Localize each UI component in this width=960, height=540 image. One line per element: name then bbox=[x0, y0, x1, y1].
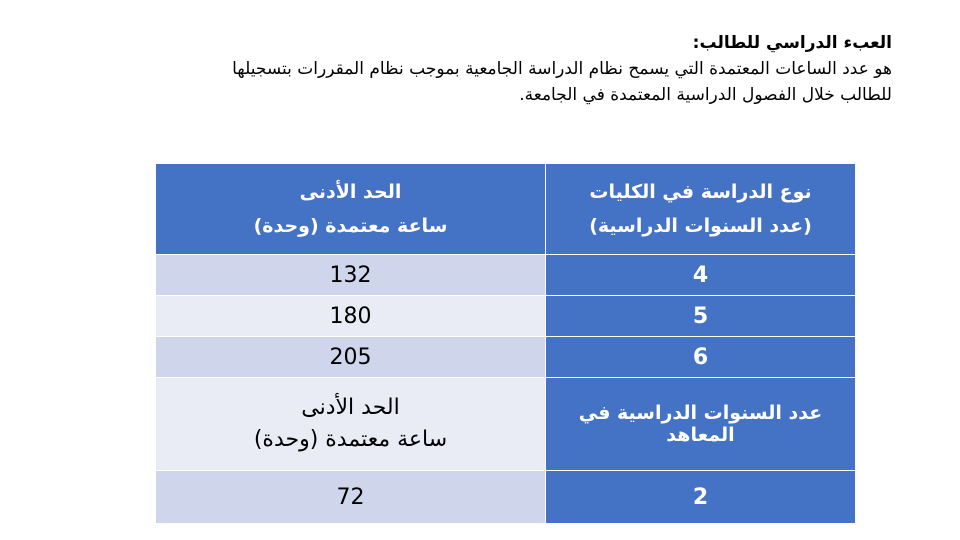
years-cell: 5 bbox=[546, 296, 856, 337]
table-row bbox=[156, 255, 856, 296]
header-min-hours-line2: ساعة معتمدة (وحدة) bbox=[253, 215, 448, 237]
hours-cell: 205 bbox=[156, 337, 546, 378]
table-header-row bbox=[156, 164, 856, 255]
institutes-row bbox=[156, 378, 856, 471]
table-row bbox=[156, 471, 856, 524]
header-study-type-line1: نوع الدراسة في الكليات bbox=[589, 181, 812, 203]
header-min-hours bbox=[156, 164, 546, 255]
hours-cell: 180 bbox=[156, 296, 546, 337]
institutes-min-hours-line2: ساعة معتمدة (وحدة) bbox=[253, 427, 448, 452]
hours-cell: 72 bbox=[156, 471, 546, 524]
intro-line-3: للطالب خلال الفصول الدراسية المعتمدة في الجامعة. bbox=[519, 85, 892, 105]
credit-hours-table bbox=[155, 163, 856, 524]
institutes-label: عدد السنوات الدراسية في المعاهد bbox=[546, 378, 856, 471]
table-row bbox=[156, 296, 856, 337]
intro-line-2: هو عدد الساعات المعتمدة التي يسمح نظام الدراسة الجامعية بموجب نظام المقررات بتسجيلها bbox=[232, 59, 892, 79]
institutes-min-hours bbox=[156, 378, 546, 471]
intro-text bbox=[40, 30, 892, 108]
years-cell: 6 bbox=[546, 337, 856, 378]
institutes-min-hours-line1: الحد الأدنى bbox=[301, 395, 400, 420]
years-cell: 2 bbox=[546, 471, 856, 524]
years-cell: 4 bbox=[546, 255, 856, 296]
header-min-hours-line1: الحد الأدنى bbox=[299, 181, 402, 203]
table-row bbox=[156, 337, 856, 378]
header-study-type-line2: (عدد السنوات الدراسية) bbox=[589, 215, 812, 237]
intro-title: العبء الدراسي للطالب: bbox=[692, 33, 892, 53]
hours-cell: 132 bbox=[156, 255, 546, 296]
header-study-type bbox=[546, 164, 856, 255]
